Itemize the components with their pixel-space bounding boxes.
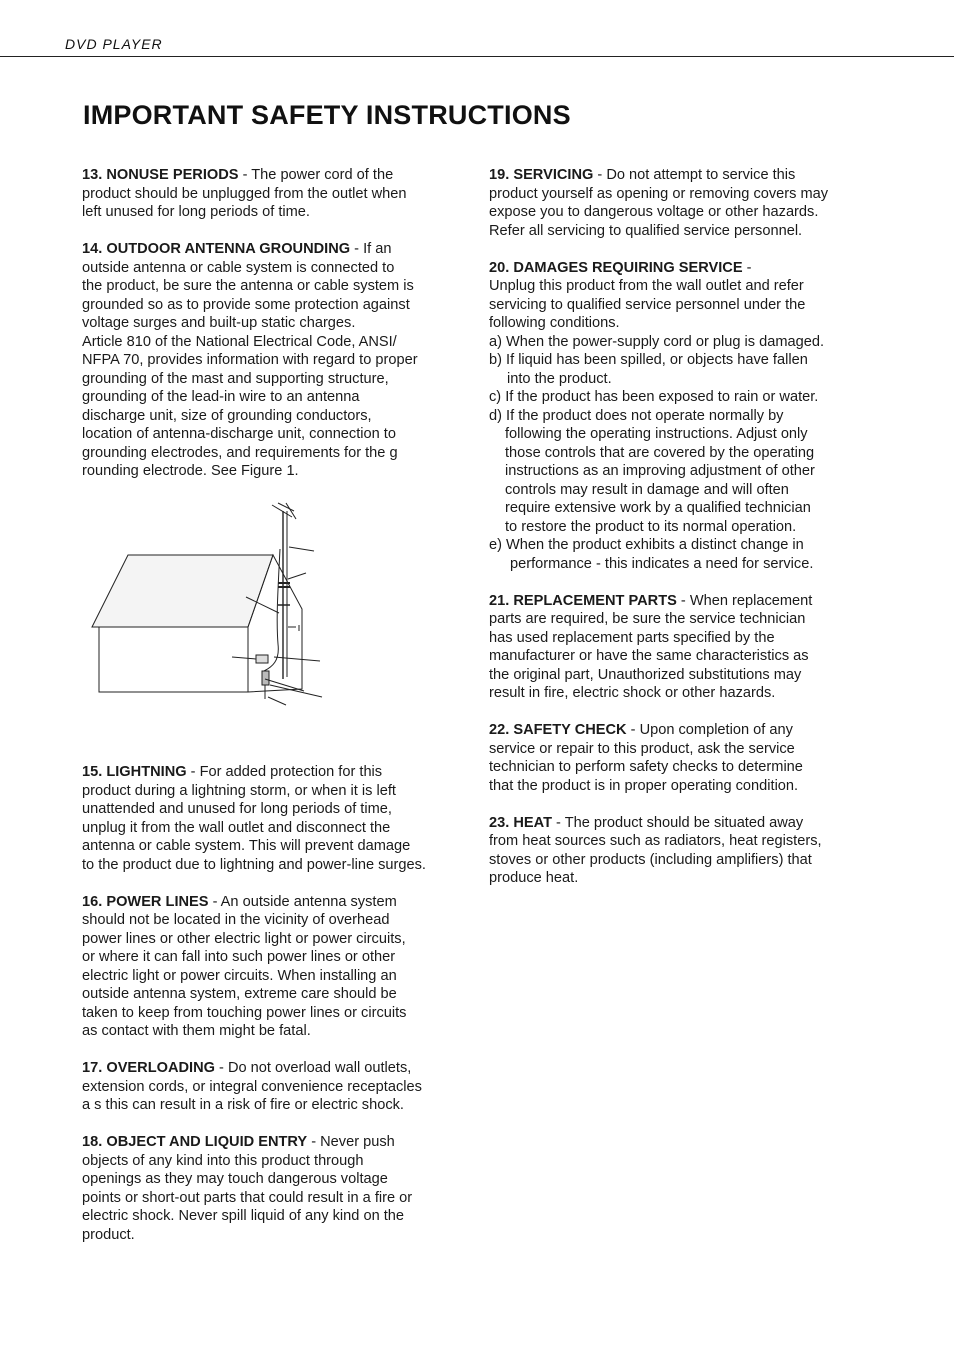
condition-d-cont: following the operating instructions. Adjust only [505,426,808,442]
condition-b-cont: into the product. [507,370,612,387]
section-14-line: rounding electrode. See Figure 1. [82,463,299,479]
section-14-line: outside antenna or cable system is connected to [82,259,395,276]
page-title: IMPORTANT SAFETY INSTRUCTIONS [83,100,571,130]
header-rule [0,56,954,57]
section-22-line: - Upon completion of any [626,722,793,738]
section-13-line: product should be unplugged from the outlet when [82,185,407,202]
section-20-heading: 20. DAMAGES REQUIRING SERVICE [489,259,743,276]
condition-e-cont: performance - this indicates a need for service. [510,555,814,572]
section-17-line: extension cords, or integral convenience receptacles [82,1078,422,1095]
section-19-line: expose you to dangerous voltage or other hazards. [489,204,819,220]
section-16-line: as contact with them might be fatal. [82,1023,311,1039]
condition-c: c) If the product has been exposed to rain or water. [489,389,819,405]
section-15-line: product during a lightning storm, or when it is left [82,782,396,799]
section-21-line: - When replacement [676,592,813,609]
section-21 [489,592,884,703]
section-19-line: - Do not attempt to service this [593,167,796,183]
section-21-line: result in fire, electric shock or other hazards. [489,685,776,701]
section-21-line: the original part, Unauthorized substitutions may [489,666,802,683]
right-column [489,166,884,906]
section-18-line: openings as they may touch dangerous voltage [82,1171,388,1187]
section-18 [82,1133,460,1244]
section-19 [489,166,884,240]
section-15-line: antenna or cable system. This will prevent damage [82,838,411,854]
section-14-line: discharge unit, size of grounding conductors, [82,407,372,424]
section-18-heading: 18. OBJECT AND LIQUID ENTRY [82,1134,308,1150]
section-13-heading: 13. NONUSE PERIODS [82,167,239,183]
section-20-line: - [742,259,752,276]
house-front-wall [99,627,248,692]
section-14-line: Article 810 of the National Electrical Code, ANSI/ [82,333,397,350]
section-13-line: left unused for long periods of time. [82,204,310,220]
section-15-heading: 15. LIGHTNING [82,764,187,780]
section-23-line: - The product should be situated away [552,814,804,831]
condition-e: e) When the product exhibits a distinct change in [489,537,804,553]
section-17 [82,1059,460,1115]
condition-a: a) When the power-supply cord or plug is damaged. [489,333,825,350]
section-19-line: Refer all servicing to qualified service personnel. [489,222,803,239]
section-23-line: produce heat. [489,870,579,886]
section-20-line: Unplug this product from the wall outlet and refer [489,278,804,294]
section-13 [82,166,460,222]
section-17-heading: 17. OVERLOADING [82,1060,215,1076]
section-20-line: following conditions. [489,315,620,331]
section-14 [82,240,460,481]
section-16-line: electric light or power circuits. When installing an [82,967,397,984]
left-column [82,166,460,1263]
section-23-heading: 23. HEAT [489,814,552,831]
section-15-line: - For added protection for this [186,764,383,780]
section-14-line: grounding of the mast and supporting structure, [82,370,389,387]
section-18-line: objects of any kind into this product through [82,1152,364,1169]
section-21-line: parts are required, be sure the service technician [489,611,806,627]
section-16 [82,893,460,1041]
section-15-line: unattended and unused for long periods of time, [82,801,392,817]
section-16-line: power lines or other electric light or power circuits, [82,930,406,947]
section-22-line: service or repair to this product, ask the service [489,740,795,757]
section-14-line: - If an [350,241,392,257]
header-label: DVD PLAYER [65,36,163,52]
section-14-line: location of antenna-discharge unit, connection to [82,426,396,442]
section-16-line: outside antenna system, extreme care should be [82,986,397,1002]
section-22-line: that the product is in proper operating condition. [489,777,799,794]
section-22-heading: 22. SAFETY CHECK [489,722,627,738]
section-14-line: grounded so as to provide some protection against [82,296,410,313]
condition-d-cont: require extensive work by a qualified technician [505,500,811,516]
section-19-line: product yourself as opening or removing covers may [489,185,829,202]
section-14-line: voltage surges and built-up static charges. [82,315,356,331]
section-23-line: stoves or other products (including amplifiers) that [489,851,812,868]
section-14-line: grounding electrodes, and requirements for the g [82,444,398,461]
section-18-line: product. [82,1226,135,1243]
section-20-line: servicing to qualified service personnel under the [489,296,806,313]
section-15-line: unplug it from the wall outlet and disconnect the [82,819,391,836]
condition-d-cont: those controls that are covered by the operating [505,444,815,461]
section-15 [82,763,460,874]
house-roof [92,555,273,627]
section-21-line: has used replacement parts specified by the [489,629,775,646]
section-16-line: - An outside antenna system [208,893,397,910]
section-14-line: grounding of the lead-in wire to an antenna [82,389,360,405]
section-23-line: from heat sources such as radiators, heat registers, [489,833,822,849]
condition-d-cont: instructions as an improving adjustment of other [505,463,815,479]
antenna-discharge-unit [256,655,268,663]
section-16-heading: 16. POWER LINES [82,893,209,910]
section-22 [489,721,884,795]
section-17-line: - Do not overload wall outlets, [215,1060,412,1076]
condition-d-cont: to restore the product to its normal operation. [505,518,797,535]
section-21-heading: 21. REPLACEMENT PARTS [489,592,677,609]
section-22-line: technician to perform safety checks to determine [489,759,803,775]
section-14-line: the product, be sure the antenna or cable system is [82,278,414,294]
section-14-line: NFPA 70, provides information with regard to proper [82,352,418,368]
section-16-line: should not be located in the vicinity of overhead [82,912,390,928]
section-18-line: - Never push [307,1134,395,1150]
condition-d-cont: controls may result in damage and will often [505,481,789,498]
section-21-line: manufacturer or have the same characteristics as [489,648,809,664]
section-23 [489,814,884,888]
condition-d: d) If the product does not operate normally by [489,407,784,424]
section-19-heading: 19. SERVICING [489,167,594,183]
section-18-line: points or short-out parts that could result in a fire or [82,1189,413,1206]
section-20 [489,259,884,574]
section-18-line: electric shock. Never spill liquid of any kind on the [82,1208,405,1224]
antenna-grounding-figure [82,499,460,739]
section-16-line: or where it can fall into such power lines or other [82,949,396,965]
section-16-line: taken to keep from touching power lines or circuits [82,1004,407,1021]
section-13-line: - The power cord of the [238,167,394,183]
section-14-heading: 14. OUTDOOR ANTENNA GROUNDING [82,241,351,257]
section-17-line: a s this can result in a risk of fire or electric shock. [82,1097,404,1113]
condition-b: b) If liquid has been spilled, or objects have fallen [489,352,808,368]
section-15-line: to the product due to lightning and power-line surges. [82,856,426,873]
ground-clamp [262,671,269,685]
